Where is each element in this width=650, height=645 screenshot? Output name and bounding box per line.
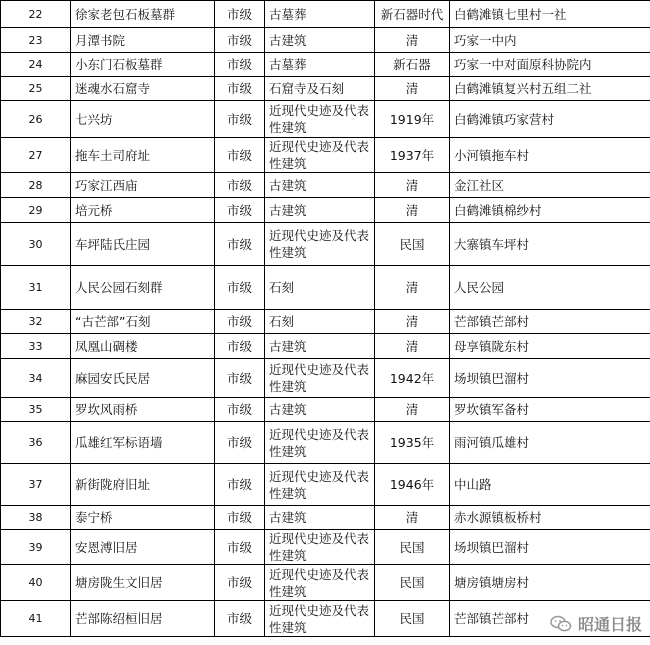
protection-level: 市级 — [215, 53, 265, 77]
table-row — [1, 28, 650, 53]
row-number: 38 — [1, 506, 71, 530]
site-location: 雨河镇瓜雄村 — [450, 422, 650, 464]
protection-level: 市级 — [215, 173, 265, 198]
site-era: 清 — [375, 310, 450, 334]
site-name: 月潭书院 — [71, 28, 215, 53]
table-row — [1, 422, 650, 464]
protection-level: 市级 — [215, 464, 265, 506]
site-location: 母享镇陇东村 — [450, 334, 650, 359]
site-location: 人民公园 — [450, 266, 650, 310]
site-era: 民国 — [375, 601, 450, 637]
site-location: 罗坎镇军备村 — [450, 398, 650, 422]
site-name: 麻园安氏民居 — [71, 359, 215, 398]
wechat-icon — [550, 615, 572, 633]
site-name: 罗坎风雨桥 — [71, 398, 215, 422]
protection-level: 市级 — [215, 310, 265, 334]
site-category: 石刻 — [265, 310, 375, 334]
site-location: 芒部镇芒部村 — [450, 601, 650, 637]
row-number: 33 — [1, 334, 71, 359]
site-era: 1919年 — [375, 101, 450, 138]
table-row — [1, 334, 650, 359]
site-location: 巧家一中对面原科协院内 — [450, 53, 650, 77]
site-location: 巧家一中内 — [450, 28, 650, 53]
site-era: 1942年 — [375, 359, 450, 398]
row-number: 35 — [1, 398, 71, 422]
site-name: 人民公园石刻群 — [71, 266, 215, 310]
site-era: 民国 — [375, 565, 450, 601]
protection-level: 市级 — [215, 422, 265, 464]
site-location: 中山路 — [450, 464, 650, 506]
site-name: 凤凰山碉楼 — [71, 334, 215, 359]
site-location: 白鹤滩镇复兴村五组二社 — [450, 77, 650, 101]
site-location: 赤水源镇板桥村 — [450, 506, 650, 530]
table-row — [1, 464, 650, 506]
site-category: 古建筑 — [265, 334, 375, 359]
site-name: 小东门石板墓群 — [71, 53, 215, 77]
row-number: 24 — [1, 53, 71, 77]
site-category: 近现代史迹及代表性建筑 — [265, 530, 375, 565]
site-era: 新石器 — [375, 53, 450, 77]
site-era: 清 — [375, 506, 450, 530]
site-location: 白鹤滩镇巧家营村 — [450, 101, 650, 138]
table-row — [1, 77, 650, 101]
site-name: 新街陇府旧址 — [71, 464, 215, 506]
site-category: 古墓葬 — [265, 1, 375, 28]
site-era: 1937年 — [375, 138, 450, 173]
site-category: 石刻 — [265, 266, 375, 310]
row-number: 22 — [1, 1, 71, 28]
site-category: 古建筑 — [265, 398, 375, 422]
site-era: 1946年 — [375, 464, 450, 506]
site-era: 清 — [375, 266, 450, 310]
protection-level: 市级 — [215, 138, 265, 173]
table-row — [1, 198, 650, 223]
protection-level: 市级 — [215, 601, 265, 637]
site-location: 大寨镇车坪村 — [450, 223, 650, 266]
site-category: 古建筑 — [265, 28, 375, 53]
site-name: 迷魂水石窟寺 — [71, 77, 215, 101]
site-category: 近现代史迹及代表性建筑 — [265, 101, 375, 138]
site-location: 小河镇拖车村 — [450, 138, 650, 173]
table-body — [1, 1, 650, 637]
site-name: 塘房陇生文旧居 — [71, 565, 215, 601]
protection-level: 市级 — [215, 334, 265, 359]
site-name: 车坪陆氏庄园 — [71, 223, 215, 266]
site-category: 石窟寺及石刻 — [265, 77, 375, 101]
watermark — [550, 612, 642, 635]
table-row — [1, 398, 650, 422]
site-category: 古建筑 — [265, 173, 375, 198]
protection-level: 市级 — [215, 398, 265, 422]
row-number: 36 — [1, 422, 71, 464]
table-row — [1, 266, 650, 310]
site-era: 清 — [375, 334, 450, 359]
site-location: 塘房镇塘房村 — [450, 565, 650, 601]
table-row — [1, 310, 650, 334]
site-name: 巧家江西庙 — [71, 173, 215, 198]
row-number: 28 — [1, 173, 71, 198]
table-row — [1, 101, 650, 138]
site-name: 泰宁桥 — [71, 506, 215, 530]
site-location: 场坝镇巴溜村 — [450, 530, 650, 565]
site-era: 清 — [375, 173, 450, 198]
row-number: 39 — [1, 530, 71, 565]
protection-level: 市级 — [215, 565, 265, 601]
site-era: 民国 — [375, 530, 450, 565]
site-name: 安恩溥旧居 — [71, 530, 215, 565]
protection-level: 市级 — [215, 198, 265, 223]
site-name: 瓜雄红军标语墙 — [71, 422, 215, 464]
table-row — [1, 359, 650, 398]
row-number: 40 — [1, 565, 71, 601]
site-category: 古建筑 — [265, 506, 375, 530]
watermark-text: 昭通日报 — [577, 615, 642, 634]
row-number: 25 — [1, 77, 71, 101]
site-era: 清 — [375, 77, 450, 101]
table-row — [1, 53, 650, 77]
protection-level: 市级 — [215, 28, 265, 53]
site-name: 培元桥 — [71, 198, 215, 223]
row-number: 34 — [1, 359, 71, 398]
site-era: 清 — [375, 28, 450, 53]
site-location: 芒部镇芒部村 — [450, 310, 650, 334]
site-name: 七兴坊 — [71, 101, 215, 138]
site-category: 近现代史迹及代表性建筑 — [265, 464, 375, 506]
site-era: 新石器时代 — [375, 1, 450, 28]
table-row — [1, 138, 650, 173]
protection-level: 市级 — [215, 77, 265, 101]
site-category: 近现代史迹及代表性建筑 — [265, 422, 375, 464]
site-category: 近现代史迹及代表性建筑 — [265, 138, 375, 173]
row-number: 26 — [1, 101, 71, 138]
site-location: 金江社区 — [450, 173, 650, 198]
site-era: 1935年 — [375, 422, 450, 464]
row-number: 37 — [1, 464, 71, 506]
site-location: 场坝镇巴溜村 — [450, 359, 650, 398]
row-number: 31 — [1, 266, 71, 310]
site-category: 古墓葬 — [265, 53, 375, 77]
protection-level: 市级 — [215, 506, 265, 530]
protection-level: 市级 — [215, 266, 265, 310]
table-row — [1, 565, 650, 601]
site-name: 拖车土司府址 — [71, 138, 215, 173]
table-row — [1, 173, 650, 198]
table-row — [1, 1, 650, 28]
site-name: 芒部陈绍桓旧居 — [71, 601, 215, 637]
site-location: 白鹤滩镇七里村一社 — [450, 1, 650, 28]
site-location: 白鹤滩镇棉纱村 — [450, 198, 650, 223]
row-number: 32 — [1, 310, 71, 334]
site-category: 近现代史迹及代表性建筑 — [265, 601, 375, 637]
site-category: 古建筑 — [265, 198, 375, 223]
protection-level: 市级 — [215, 101, 265, 138]
site-category: 近现代史迹及代表性建筑 — [265, 359, 375, 398]
site-category: 近现代史迹及代表性建筑 — [265, 565, 375, 601]
table-row — [1, 223, 650, 266]
protection-level: 市级 — [215, 1, 265, 28]
row-number: 29 — [1, 198, 71, 223]
row-number: 23 — [1, 28, 71, 53]
table-row — [1, 530, 650, 565]
protection-level: 市级 — [215, 530, 265, 565]
table-row — [1, 506, 650, 530]
site-era: 清 — [375, 398, 450, 422]
row-number: 41 — [1, 601, 71, 637]
site-era: 清 — [375, 198, 450, 223]
protection-level: 市级 — [215, 359, 265, 398]
row-number: 30 — [1, 223, 71, 266]
row-number: 27 — [1, 138, 71, 173]
site-name: “古芒部”石刻 — [71, 310, 215, 334]
protection-level: 市级 — [215, 223, 265, 266]
site-era: 民国 — [375, 223, 450, 266]
site-name: 徐家老包石板墓群 — [71, 1, 215, 28]
site-category: 近现代史迹及代表性建筑 — [265, 223, 375, 266]
